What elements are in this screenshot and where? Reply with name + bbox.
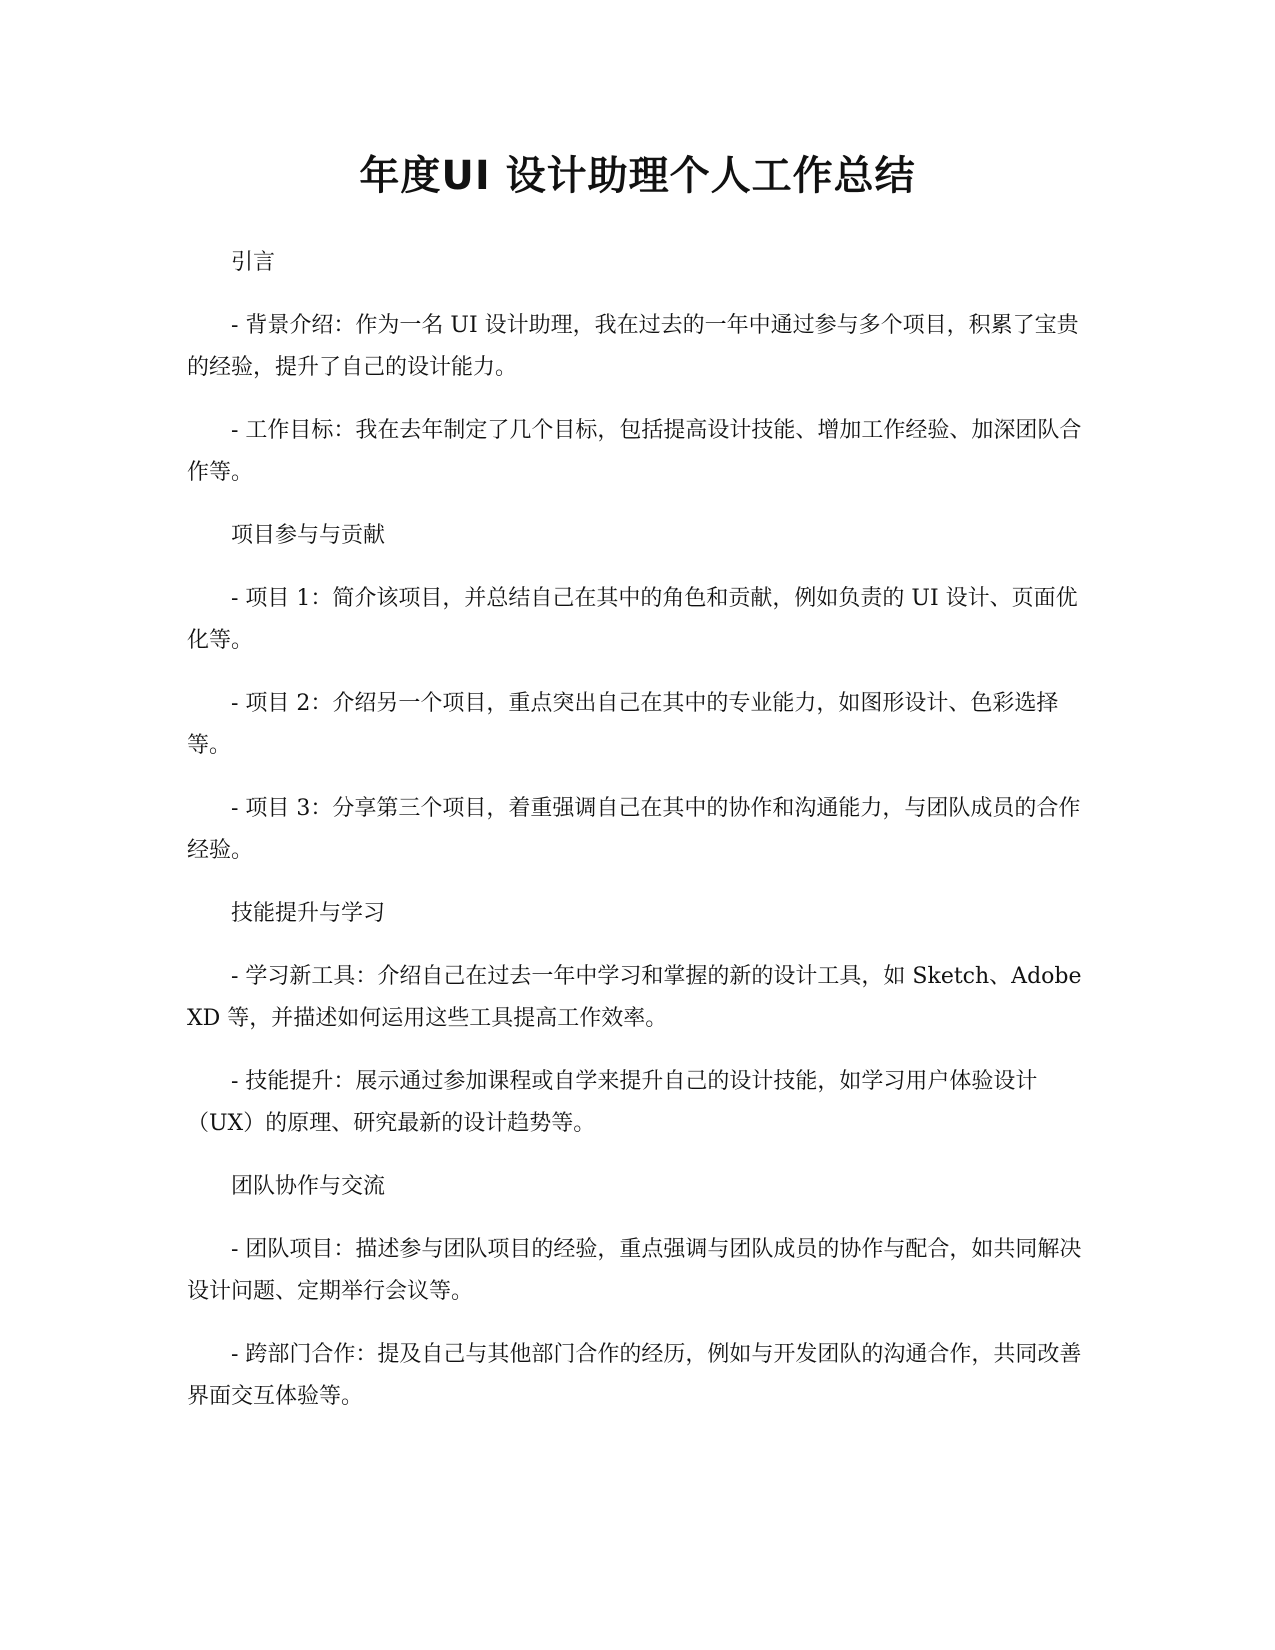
section-heading-skills: 技能提升与学习 xyxy=(231,901,386,926)
paragraph-project-3: - 项目 3：分享第三个项目，着重强调自己在其中的协作和沟通能力，与团队成员的合作经验。 xyxy=(187,796,1081,863)
paragraph-cross-department: - 跨部门合作：提及自己与其他部门合作的经历，例如与开发团队的沟通合作，共同改善界面交互体验等。 xyxy=(187,1342,1082,1409)
paragraph-background: - 背景介绍：作为一名 UI 设计助理，我在过去的一年中通过参与多个项目，积累了宝贵的经验，提升了自己的设计能力。 xyxy=(187,313,1079,380)
document-title: 年度UI 设计助理个人工作总结 xyxy=(359,153,916,199)
paragraph-team-projects: - 团队项目：描述参与团队项目的经验，重点强调与团队成员的协作与配合，如共同解决设计问题、定期举行会议等。 xyxy=(187,1237,1082,1304)
paragraph-new-tools: - 学习新工具：介绍自己在过去一年中学习和掌握的新的设计工具，如 Sketch、Adobe XD 等，并描述如何运用这些工具提高工作效率。 xyxy=(187,964,1082,1031)
section-heading-intro: 引言 xyxy=(231,250,276,275)
paragraph-project-1: - 项目 1：简介该项目，并总结自己在其中的角色和贡献，例如负责的 UI 设计、页面优化等。 xyxy=(187,586,1078,653)
section-heading-projects: 项目参与与贡献 xyxy=(231,523,386,548)
paragraph-project-2: - 项目 2：介绍另一个项目，重点突出自己在其中的专业能力，如图形设计、色彩选择等。 xyxy=(187,691,1059,758)
paragraph-skill-improvement: - 技能提升：展示通过参加课程或自学来提升自己的设计技能，如学习用户体验设计（UX）的原理、研究最新的设计趋势等。 xyxy=(187,1069,1038,1136)
paragraph-work-goals: - 工作目标：我在去年制定了几个目标，包括提高设计技能、增加工作经验、加深团队合作等。 xyxy=(187,418,1082,485)
section-heading-teamwork: 团队协作与交流 xyxy=(231,1174,386,1199)
document-body xyxy=(187,242,1085,1439)
